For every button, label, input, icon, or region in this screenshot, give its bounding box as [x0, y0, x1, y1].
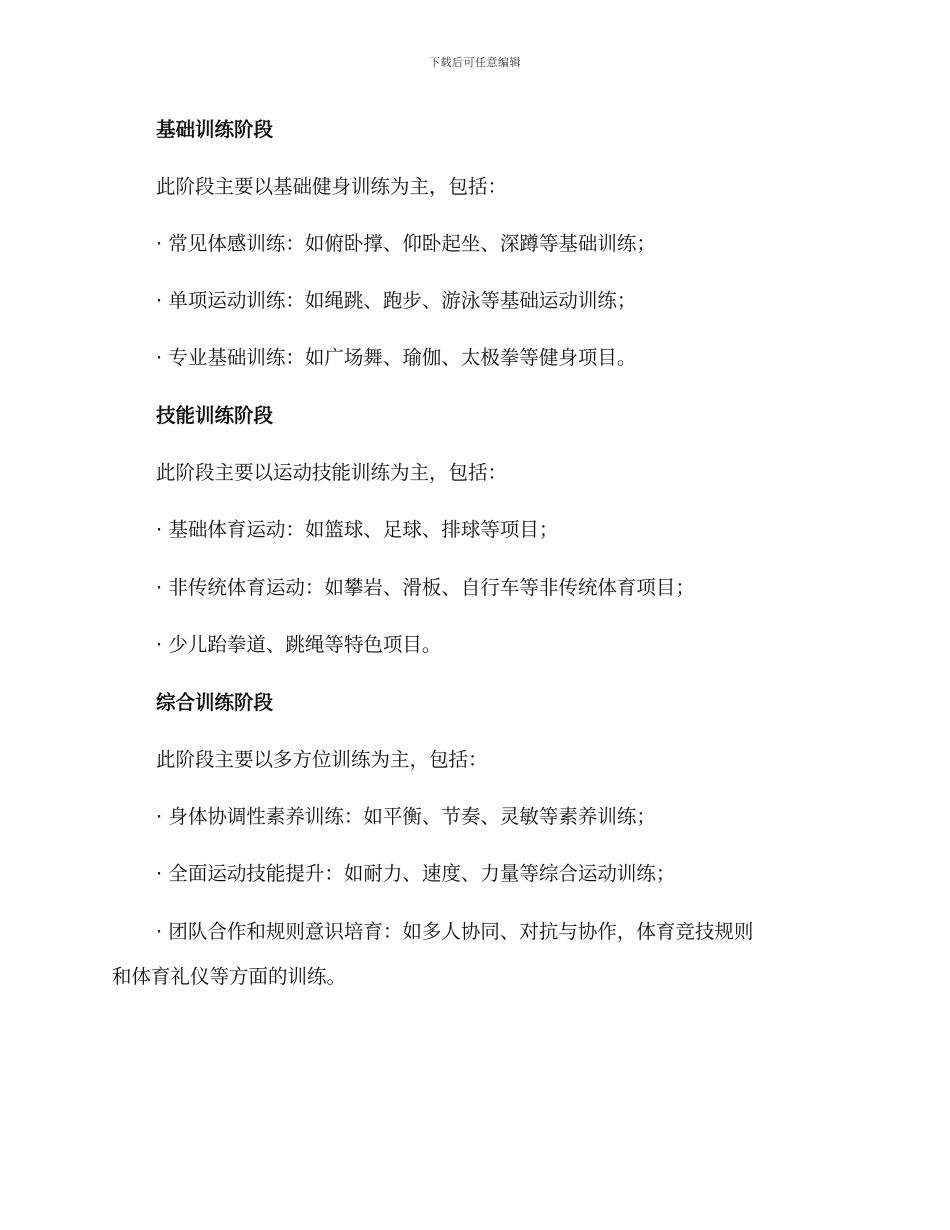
- section-intro: 此阶段主要以基础健身训练为主，包括：: [156, 175, 508, 198]
- list-item: · 基础体育运动：如篮球、足球、排球等项目；: [156, 518, 559, 541]
- section-heading: 综合训练阶段: [156, 691, 274, 714]
- list-item: · 身体协调性素养训练：如平衡、节奏、灵敏等素养训练；: [156, 805, 656, 828]
- section-heading: 基础训练阶段: [156, 118, 274, 141]
- list-item-continuation: 和体育礼仪等方面的训练。: [112, 965, 347, 988]
- list-item: · 单项运动训练：如绳跳、跑步、游泳等基础运动训练；: [156, 289, 637, 312]
- list-item: · 少儿跆拳道、跳绳等特色项目。: [156, 633, 442, 656]
- list-item: · 团队合作和规则意识培育：如多人协同、对抗与协作，体育竞技规则: [156, 920, 754, 943]
- list-item: · 专业基础训练：如广场舞、瑜伽、太极拳等健身项目。: [156, 346, 637, 369]
- section-intro: 此阶段主要以运动技能训练为主，包括：: [156, 461, 508, 484]
- section-heading: 技能训练阶段: [156, 404, 274, 427]
- page-header-note: 下载后可任意编辑: [429, 56, 521, 69]
- list-item: · 常见体感训练：如俯卧撑、仰卧起坐、深蹲等基础训练；: [156, 232, 656, 255]
- list-item: · 全面运动技能提升：如耐力、速度、力量等综合运动训练；: [156, 862, 676, 885]
- list-item: · 非传统体育运动：如攀岩、滑板、自行车等非传统体育项目；: [156, 576, 695, 599]
- section-intro: 此阶段主要以多方位训练为主，包括：: [156, 748, 488, 771]
